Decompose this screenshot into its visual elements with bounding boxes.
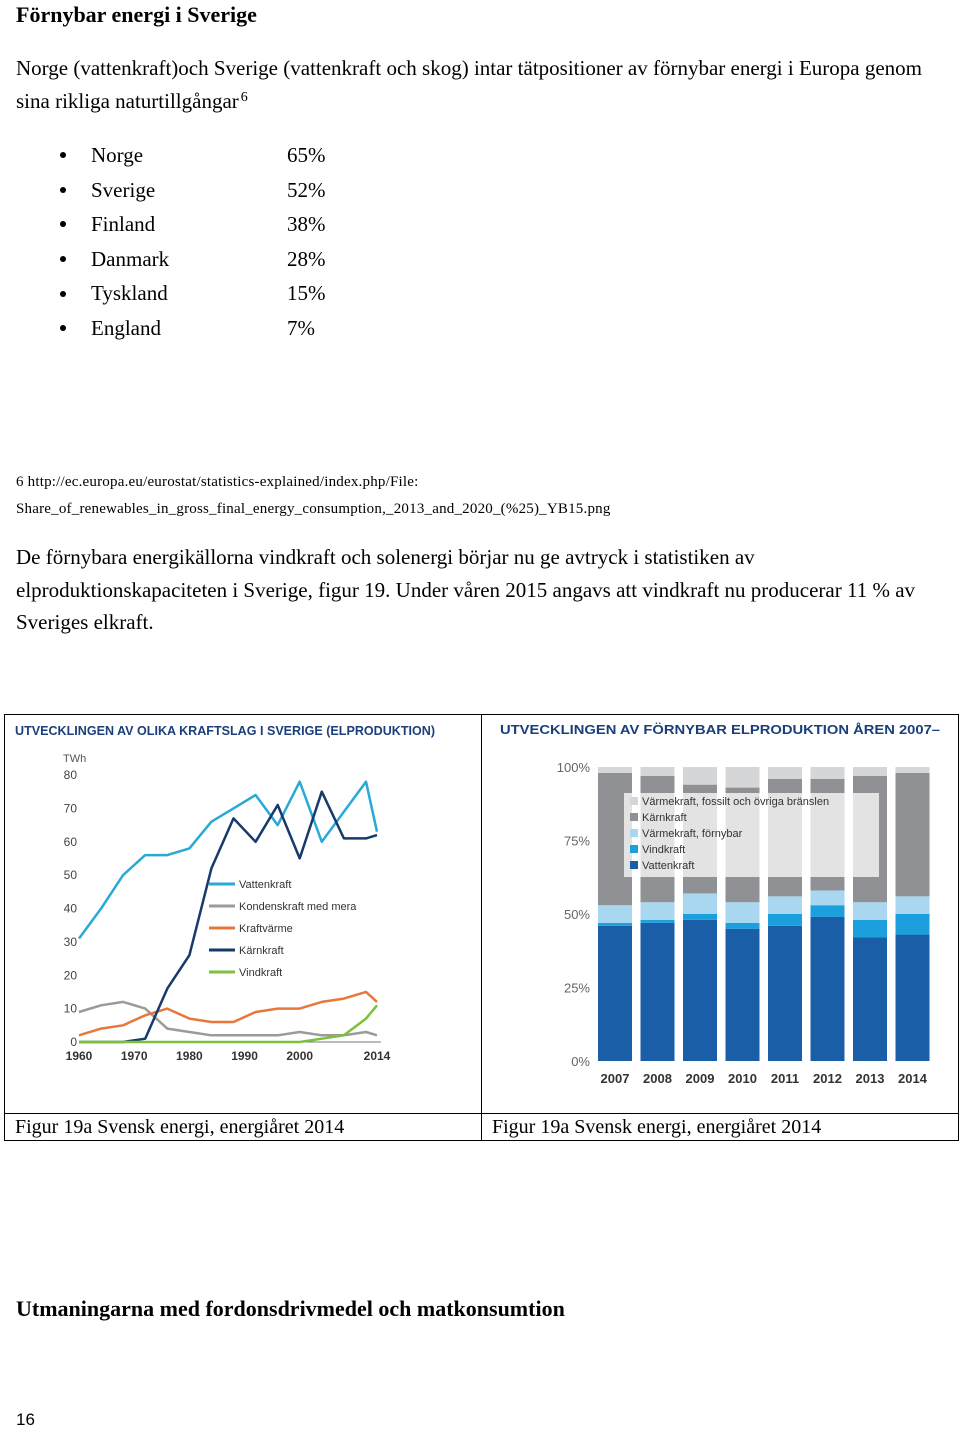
y-tick-label: 20 <box>63 968 77 983</box>
bar-segment <box>598 923 632 926</box>
y-tick-label: 10 <box>63 1001 77 1016</box>
list-item <box>55 173 455 208</box>
bar-segment <box>726 929 760 1061</box>
country-share: 52% <box>287 177 326 202</box>
chart-power-generation <box>5 715 481 1108</box>
x-tick-label: 2011 <box>770 1071 800 1086</box>
figure-left-cell <box>5 715 482 1114</box>
bar-segment <box>683 893 717 914</box>
x-tick-label: 1970 <box>120 1049 148 1063</box>
y-tick-label: 60 <box>63 834 77 849</box>
bullet-icon <box>60 256 66 262</box>
x-tick-label: 1990 <box>231 1049 258 1063</box>
x-tick-label: 2000 <box>286 1049 314 1063</box>
bar-segment <box>896 914 930 935</box>
bar-segment <box>811 917 845 1061</box>
bar-segment <box>683 914 717 920</box>
country-name: Sverige <box>91 177 156 202</box>
figure-table <box>4 714 959 1141</box>
y-tick-label: 0% <box>571 1054 590 1069</box>
x-tick-label: 2012 <box>813 1071 842 1086</box>
legend-label: Vindkraft <box>239 967 283 979</box>
list-item <box>55 311 455 346</box>
bar-segment <box>683 920 717 1061</box>
country-name: Tyskland <box>91 281 168 306</box>
y-tick-label: 70 <box>63 801 77 816</box>
y-tick-label: 0 <box>70 1035 77 1049</box>
bar-segment <box>683 767 717 785</box>
y-tick-label: 30 <box>63 934 77 949</box>
list-item <box>55 276 455 311</box>
y-axis-label: TWh <box>63 753 87 765</box>
legend-swatch <box>630 829 638 837</box>
y-tick-label: 75% <box>563 833 590 849</box>
legend-label: Kraftvärme <box>239 923 293 935</box>
legend-label: Kärnkraft <box>239 945 284 957</box>
x-tick-label: 1980 <box>176 1049 203 1063</box>
bar-segment <box>641 920 675 923</box>
figure-right-caption: Figur 19a Svensk energi, energiåret 2014 <box>482 1114 959 1141</box>
legend-swatch <box>630 845 638 853</box>
bullet-icon <box>60 187 66 193</box>
bullet-icon <box>60 152 66 158</box>
bar-segment <box>768 914 802 926</box>
country-share: 7% <box>287 315 315 340</box>
list-item <box>55 207 455 242</box>
bar-segment <box>896 935 930 1061</box>
footnote-line-1: 6 http://ec.europa.eu/eurostat/statistics-explained/index.php/File: <box>16 474 419 490</box>
country-share: 28% <box>287 246 326 271</box>
bar-segment <box>811 767 845 779</box>
figure-left-caption: Figur 19a Svensk energi, energiåret 2014 <box>5 1114 482 1141</box>
x-tick-label: 2008 <box>643 1071 672 1086</box>
country-share: 65% <box>287 143 326 167</box>
body-paragraph: De förnybara energikällorna vindkraft och solenergi börjar nu ge avtryck i statistiken av elproduktionskapaciteten i Sverige, figur 19. Under våren 2015 angavs att vindkraft nu producerar 11 % av Sveriges elkraft. <box>16 545 916 634</box>
chart-title: UTVECKLINGEN AV FÖRNYBAR ELPRODUKTION ÅREN 2007– <box>500 723 873 737</box>
bar-segment <box>853 767 887 776</box>
bar-segment <box>598 926 632 1061</box>
chart-title: UTVECKLINGEN AV OLIKA KRAFTSLAG I SVERIGE (ELPRODUKTION) <box>15 724 435 738</box>
bar-segment <box>853 902 887 920</box>
bar-segment <box>768 896 802 914</box>
legend-label: Värmekraft, fossilt och övriga bränslen <box>642 796 830 808</box>
bar-segment <box>641 767 675 776</box>
bar-segment <box>598 905 632 923</box>
heading-text: Förnybar energi i Sverige <box>16 2 257 27</box>
y-tick-label: 100% <box>556 760 590 775</box>
footnote-reference: 6 <box>240 90 248 105</box>
legend-swatch <box>630 813 638 821</box>
bullet-icon <box>60 325 66 331</box>
bullet-icon <box>60 221 66 227</box>
legend-label: Kärnkraft <box>642 812 687 824</box>
bar-segment <box>811 905 845 917</box>
bar-segment <box>598 767 632 773</box>
series-line <box>79 992 377 1035</box>
bar-segment <box>641 923 675 1061</box>
bar-segment <box>853 920 887 938</box>
x-tick-label: 2009 <box>685 1071 715 1086</box>
y-tick-label: 25% <box>563 980 590 996</box>
list-item <box>55 138 455 173</box>
x-tick-label: 2007 <box>600 1071 630 1086</box>
y-tick-label: 50% <box>563 907 590 922</box>
country-name: Danmark <box>91 246 170 271</box>
series-line <box>79 782 377 939</box>
bar-segment <box>896 773 930 896</box>
page-number: 16 <box>16 1410 35 1429</box>
page-heading <box>16 2 257 28</box>
country-share: 38% <box>287 212 326 237</box>
bullet-icon <box>60 291 66 297</box>
bar-segment <box>853 938 887 1061</box>
bar-segment <box>811 890 845 905</box>
bar-segment <box>896 896 930 914</box>
series-line <box>79 1002 377 1035</box>
bar-segment <box>768 767 802 779</box>
bar-segment <box>768 926 802 1061</box>
legend-swatch <box>630 861 638 869</box>
legend-label: Värmekraft, förnybar <box>642 828 743 840</box>
country-share: 15% <box>287 281 326 306</box>
legend-label: Kondenskraft med mera <box>239 901 357 913</box>
y-tick-label: 50 <box>63 868 77 883</box>
legend-label: Vattenkraft <box>239 879 292 891</box>
chart-renewable-share <box>482 715 958 1108</box>
x-tick-label: 1960 <box>65 1049 93 1063</box>
list-item <box>55 242 455 277</box>
x-tick-label: 2014 <box>898 1071 927 1086</box>
intro-paragraph <box>16 52 946 118</box>
y-tick-label: 40 <box>63 901 77 916</box>
legend-label: Vattenkraft <box>642 860 695 872</box>
bar-segment <box>726 902 760 923</box>
bar-segment <box>726 923 760 929</box>
section-heading: Utmaningarna med fordonsdrivmedel och matkonsumtion <box>16 1296 565 1321</box>
bar-segment <box>641 902 675 920</box>
renewables-list <box>55 138 455 346</box>
bar-segment <box>896 767 930 773</box>
footnote <box>16 469 956 523</box>
x-tick-label: 2010 <box>728 1071 757 1086</box>
y-tick-label: 80 <box>63 768 77 782</box>
footnote-line-2: Share_of_renewables_in_gross_final_energy_consumption,_2013_and_2020_(%25)_YB15.png <box>16 501 611 517</box>
country-name: England <box>91 315 161 340</box>
intro-text: Norge (vattenkraft)och Sverige (vattenkraft och skog) intar tätpositioner av förnybar energi i Europa genom sina rikliga naturtillgångar <box>16 56 922 113</box>
bar-segment <box>726 767 760 788</box>
country-name: Norge <box>91 143 144 167</box>
figure-right-cell <box>482 715 959 1114</box>
x-tick-label: 2014 <box>363 1049 391 1063</box>
legend-swatch <box>630 797 638 805</box>
x-tick-label: 2013 <box>855 1071 885 1086</box>
legend-label: Vindkraft <box>642 844 686 856</box>
country-name: Finland <box>91 212 156 237</box>
